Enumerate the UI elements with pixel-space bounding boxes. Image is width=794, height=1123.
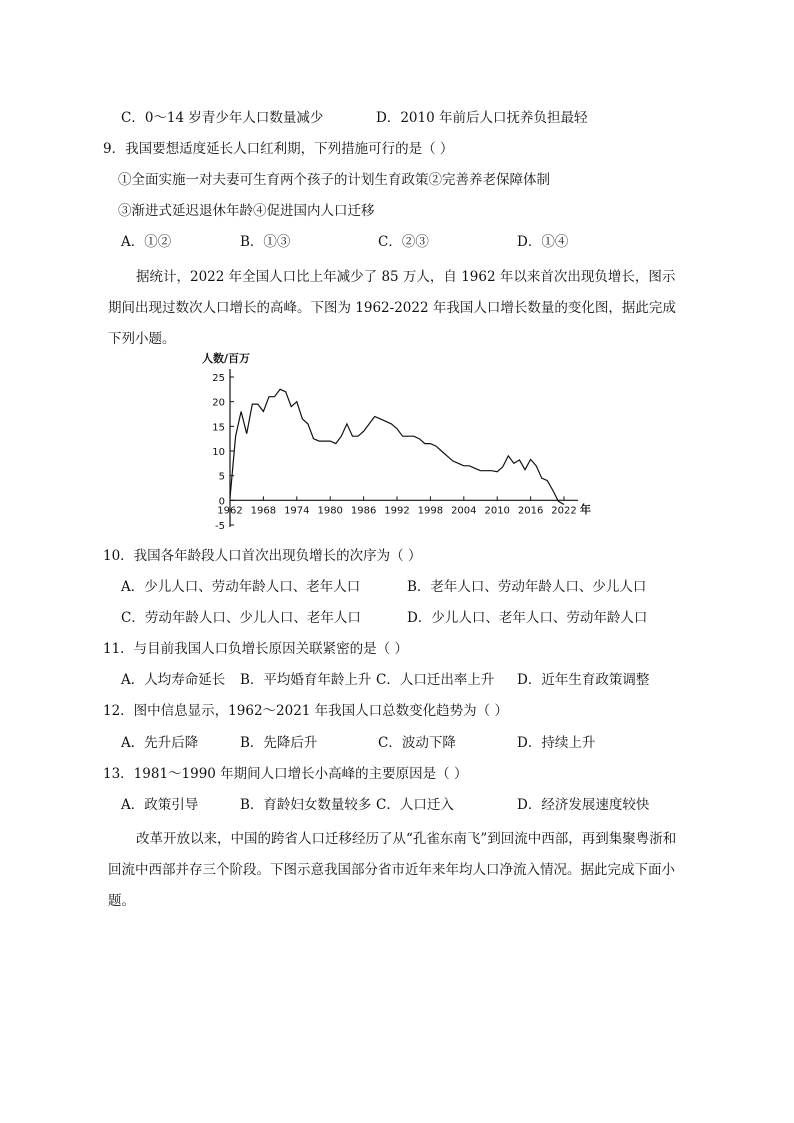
chart-x-tick-label: 1980 xyxy=(317,505,343,517)
q10-stem: 10．我国各年龄段人口首次出现负增长的次序为（ ） xyxy=(103,548,422,564)
q10-option-a: A．少儿人口、劳动年龄人口、老年人口 xyxy=(121,579,361,595)
chart-y-tick-label: 25 xyxy=(212,373,225,384)
q9-option-a: A．①② xyxy=(121,234,172,250)
chart-x-tick-label: 2004 xyxy=(451,505,477,517)
q10-option-d: D．少儿人口、老年人口、劳动年龄人口 xyxy=(407,610,648,626)
chart-x-tick-label: 1962 xyxy=(217,505,243,517)
q12-option-a: A．先升后降 xyxy=(121,735,199,751)
q10-option-b: B．老年人口、劳动年龄人口、少儿人口 xyxy=(407,579,647,595)
chart-y-tick-label: 10 xyxy=(212,447,225,458)
q9-items-line1: ①全面实施一对夫妻可生育两个孩子的计划生育政策②完善养老保障体制 xyxy=(118,172,550,188)
q9-option-b: B．①③ xyxy=(240,234,291,250)
q13-option-d: D．经济发展速度较快 xyxy=(517,797,650,813)
q11-option-a: A．人均寿命延长 xyxy=(121,672,226,688)
chart-y-tick-label: 20 xyxy=(212,397,225,409)
intro-paragraph-1: 据统计，2022 年全国人口比上年减少了 85 万人，自 1962 年以来首次出现负增长，图示期间出现过数次人口增长的高峰。下图为 1962-2022 年我国人口增长数量的变化图，据此完成下列小题。 xyxy=(108,269,676,347)
population-growth-chart xyxy=(196,350,596,532)
q12-option-b: B．先降后升 xyxy=(240,735,318,751)
q13-option-b: B．育龄妇女数量较多 xyxy=(240,797,372,813)
chart-x-tick-label: 1974 xyxy=(284,505,310,517)
q13-option-a: A．政策引导 xyxy=(121,797,199,813)
chart-x-tick-label: 1986 xyxy=(350,505,377,517)
q9-items-line2: ③渐进式延迟退休年龄④促进国内人口迁移 xyxy=(118,203,375,219)
q12-stem: 12．图中信息显示，1962～2021 年我国人口总数变化趋势为（ ） xyxy=(103,703,508,719)
chart-x-tick-label: 2010 xyxy=(484,505,510,517)
chart-x-tick-label: 1998 xyxy=(417,505,444,517)
chart-y-axis-label: 人数/百万 xyxy=(202,352,251,365)
chart-y-tick-label: -5 xyxy=(215,521,225,532)
q9-option-d: D．①④ xyxy=(517,234,569,250)
chart-x-axis-label: 年 xyxy=(580,503,591,516)
chart-x-tick-label: 2016 xyxy=(517,505,544,517)
q11-option-d: D．近年生育政策调整 xyxy=(517,672,650,688)
chart-x-tick-label: 1992 xyxy=(384,505,410,517)
chart-y-tick-label: 0 xyxy=(218,496,225,508)
q11-option-c: C．人口迁出率上升 xyxy=(376,672,495,688)
q13-option-c: C．人口迁入 xyxy=(376,797,454,813)
chart-x-tick-label: 2022 xyxy=(551,505,577,517)
q12-option-c: C．波动下降 xyxy=(378,735,456,751)
q8-option-c: C．0～14 岁青少年人口数量减少 xyxy=(121,110,324,126)
intro-paragraph-2: 改革开放以来，中国的跨省人口迁移经历了从“孔雀东南飞”到回流中西部，再到集聚粤浙和回流中西部并存三个阶段。下图示意我国部分省市近年来年均人口净流入情况。据此完成下面小题。 xyxy=(108,831,677,909)
q8-option-d: D．2010 年前后人口抚养负担最轻 xyxy=(376,110,588,126)
q10-option-c: C．劳动年龄人口、少儿人口、老年人口 xyxy=(121,610,361,626)
chart-y-tick-label: 5 xyxy=(218,471,225,483)
q9-option-c: C．②③ xyxy=(378,234,429,250)
chart-axes xyxy=(230,369,578,527)
chart-series-line xyxy=(230,389,564,504)
chart-y-tick-label: 15 xyxy=(212,422,225,434)
chart-x-tick-label: 1968 xyxy=(250,505,277,517)
chart-ticks xyxy=(212,373,576,532)
q11-stem: 11．与目前我国人口负增长原因关联紧密的是（ ） xyxy=(103,641,408,657)
q13-stem: 13．1981～1990 年期间人口增长小高峰的主要原因是（ ） xyxy=(103,766,468,782)
q9-stem: 9．我国要想适度延长人口红利期，下列措施可行的是（ ） xyxy=(103,141,454,157)
q11-option-b: B．平均婚育年龄上升 xyxy=(240,672,372,688)
q12-option-d: D．持续上升 xyxy=(517,735,596,751)
